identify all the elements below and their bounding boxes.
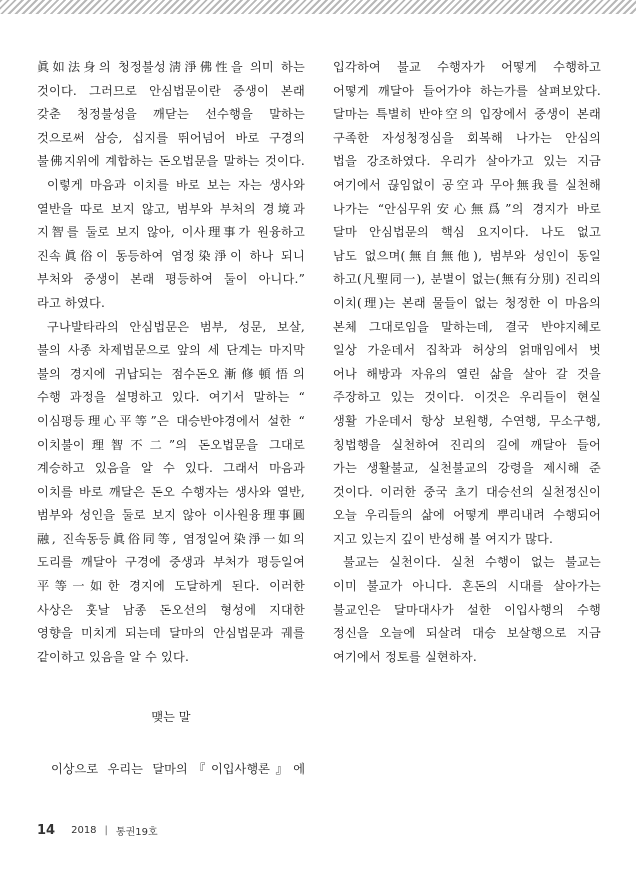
text-line: 지고 있는지 깊이 반성해 볼 여지가 많다. — [333, 531, 554, 546]
text-line: 것으로써 삼승, 십지를 뛰어넘어 바로 구경의 — [37, 130, 305, 145]
left-text-column — [37, 56, 305, 669]
text-line: 일상 가운데서 집착과 허상의 얽매임에서 벗 — [333, 343, 601, 358]
text-line: 融, 진속동등眞俗同等, 염정일여染淨一如의 — [37, 531, 305, 546]
text-line: 구족한 자성청정심을 회복해 나가는 안심의 — [333, 130, 601, 145]
text-line: 열반을 따로 보지 않고, 범부와 부처의 경境과 — [37, 201, 305, 216]
text-line: 칭법행을 실천하여 진리의 길에 깨달아 들어 — [333, 437, 601, 452]
text-line: 부처와 중생이 본래 평등하여 둘이 아니다.” — [37, 272, 305, 287]
text-line: 불교는 실천이다. 실천 수행이 없는 불교는 — [343, 555, 601, 570]
text-line: 도리를 깨달아 구경에 중생과 부처가 평등일여 — [37, 555, 305, 570]
text-line: 어나 해방과 자유의 열린 삶을 살아 갈 것을 — [333, 366, 601, 381]
text-line: 불의 사종 차제법문으로 앞의 세 단계는 마지막 — [37, 343, 305, 358]
text-line: 수행 과정을 설명하고 있다. 여기서 말하는 “ — [37, 390, 305, 405]
text-line: 같이하고 있음을 알 수 있다. — [37, 649, 190, 664]
page-number: 14 — [37, 822, 56, 838]
text-line: 平等一如한 경지에 도달하게 된다. 이러한 — [37, 579, 305, 594]
issue-year: 2018 — [71, 824, 97, 836]
text-line: 것이다. 그러므로 안심법문이란 중생이 본래 — [37, 83, 305, 98]
section-heading: 맺는 말 — [151, 710, 191, 724]
text-line: 생활 가운데서 항상 보원행, 수연행, 무소구행, — [333, 413, 601, 428]
text-line: 달마는 특별히 반야空의 입장에서 중생이 본래 — [333, 107, 601, 122]
text-line: 진속眞俗이 동등하여 염정染淨이 하나 되니 — [37, 248, 305, 263]
text-line: 주장하고 있는 것이다. 이것은 우리들이 현실 — [333, 390, 601, 405]
footer-separator: | — [104, 824, 108, 836]
text-line: 범부와 성인을 둘로 보지 않아 이사원융理事圓 — [37, 508, 305, 523]
top-pattern-band — [0, 0, 636, 14]
text-line: 라고 하였다. — [37, 295, 106, 310]
text-line: 이미 불교가 아니다. 혼돈의 시대를 살아가는 — [333, 579, 601, 594]
text-line: 계승하고 있음을 알 수 있다. 그래서 마음과 — [37, 461, 305, 476]
right-text-column — [333, 56, 601, 669]
text-line: 이치(理)는 본래 물들이 없는 청정한 이 마음의 — [333, 295, 601, 310]
text-line: 이심평등理心平等”은 대승반야경에서 설한 “ — [37, 413, 305, 428]
text-line: 오늘 우리들의 삶에 어떻게 뿌리내려 수행되어 — [333, 508, 601, 523]
text-line: 이치를 바로 깨달은 돈오 수행자는 생사와 열반, — [37, 484, 305, 499]
text-line: 입각하여 불교 수행자가 어떻게 수행하고 — [333, 60, 601, 74]
text-line: 眞如法身의 청정불성淸淨佛性을 의미 하는 — [37, 60, 305, 74]
text-line: 정신을 오늘에 되살려 대승 보살행으로 지금 — [333, 626, 601, 641]
text-line: 여기에서 정토를 실현하자. — [333, 649, 477, 664]
closing-line: 이상으로 우리는 달마의『이입사행론』에 — [51, 762, 305, 776]
text-line: 것이다. 이러한 중국 초기 대승선의 실천정신이 — [333, 484, 601, 499]
text-line: 남도 없으며(無自無他), 범부와 성인이 동일 — [333, 248, 601, 263]
text-line: 법을 강조하였다. 우리가 살아가고 있는 지금 — [333, 154, 601, 169]
text-line: 여기에서 끊임없이 공空과 무아無我를 실천해 — [333, 177, 601, 192]
text-line: 이렇게 마음과 이치를 바로 보는 자는 생사와 — [47, 177, 305, 192]
text-line: 불교인은 달마대사가 설한 이입사행의 수행 — [333, 602, 601, 617]
text-line: 갖춘 청정불성을 깨닫는 선수행을 말하는 — [37, 107, 305, 122]
text-line: 가는 생활불교, 실천불교의 강령을 제시해 준 — [333, 461, 601, 476]
page-footer — [37, 821, 158, 839]
text-line: 불의 경지에 귀납되는 점수돈오漸修頓悟의 — [37, 366, 305, 381]
text-line: 하고(凡聖同一), 분별이 없는(無有分別) 진리의 — [333, 272, 601, 287]
text-line: 어떻게 깨달아 들어가야 하는가를 살펴보았다. — [333, 83, 601, 98]
issue-number: 통권19호 — [115, 826, 158, 838]
text-line: 나가는 “안심무위安心無爲”의 경지가 바로 — [333, 201, 601, 216]
text-line: 이치불이理智不二”의 돈오법문을 그대로 — [37, 437, 305, 452]
text-line: 구나발타라의 안심법문은 범부, 성문, 보살, — [47, 319, 305, 334]
text-line: 영향을 미치게 되는데 달마의 안심법문과 궤를 — [37, 626, 305, 641]
text-line: 불佛지위에 계합하는 돈오법문을 말하는 것이다. — [37, 154, 305, 169]
text-line: 본체 그대로임을 말하는데, 결국 반야지혜로 — [333, 319, 601, 334]
text-line: 지智를 둘로 보지 않아, 이사理事가 원융하고 — [37, 225, 305, 240]
text-line: 사상은 훗날 남종 돈오선의 형성에 지대한 — [37, 602, 305, 617]
text-line: 달마 안심법문의 핵심 요지이다. 나도 없고 — [333, 225, 601, 240]
